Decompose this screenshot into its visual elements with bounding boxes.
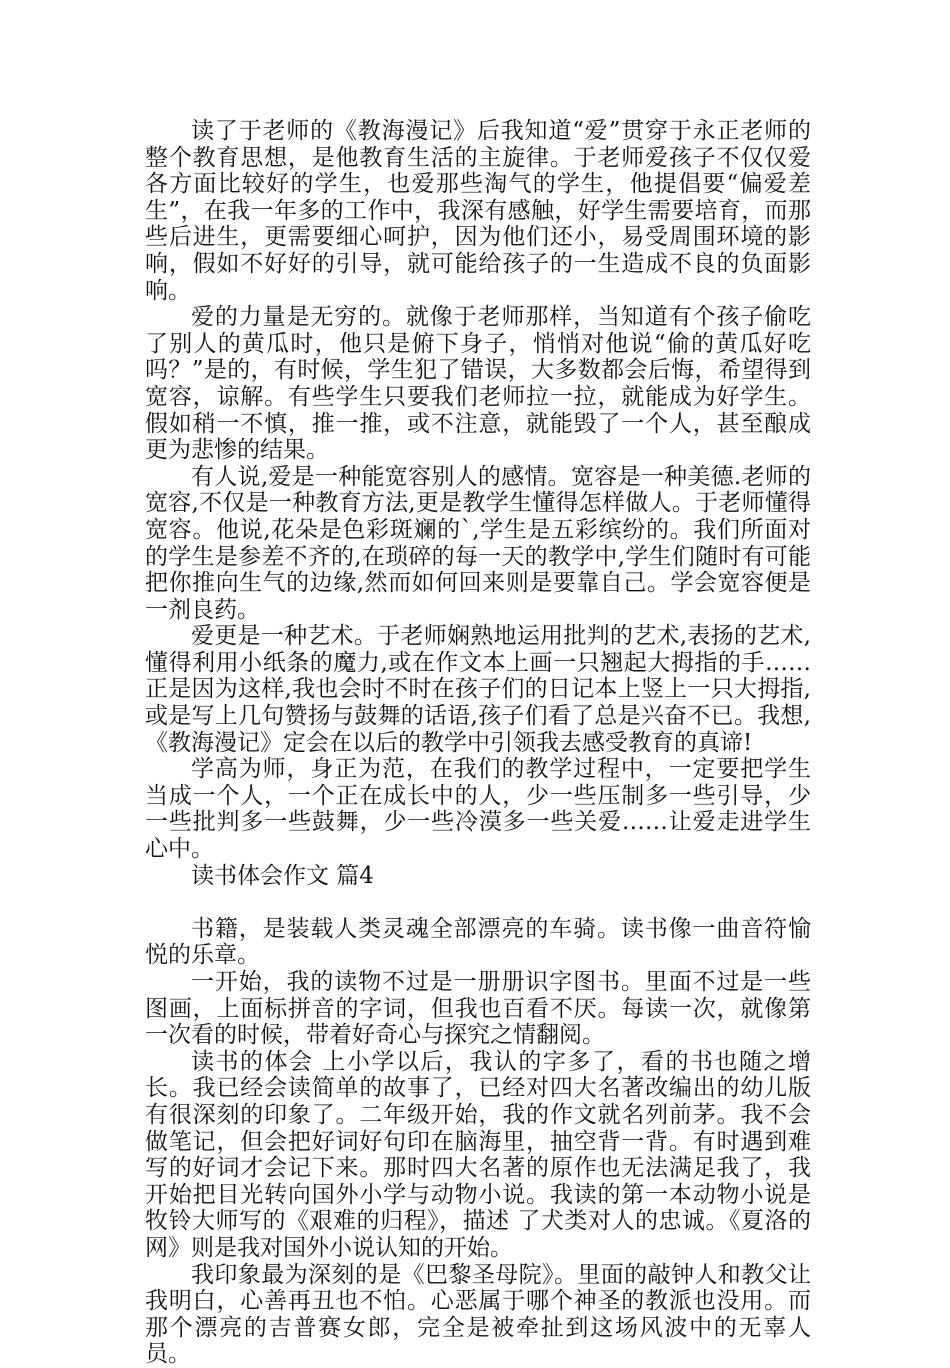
paragraph: 读书的体会 上小学以后，我认的字多了，看的书也随之增长。我已经会读简单的故事了，已经对四大名著改编出的幼儿版有很深刻的印象了。二年级开始，我的作文就名列前茅。我不会做笔记，但会把好词好句印在脑海里，抽空背一背。有时遇到难写的好词才会记下来。那时四大名著的原作也无法满足我了，我开始把目光转向国外小学与动物小说。我读的第一本动物小说是牧铃大师写的《艰难的归程》，描述 了犬类对人的忠诚。《夏洛的网》则是我对国外小说认知的开始。 [145,1048,811,1261]
paragraph: 爱更是一种艺术。于老师娴熟地运用批判的艺术,表扬的艺术,懂得利用小纸条的魔力,或在作文本上画一只翘起大拇指的手……正是因为这样,我也会时不时在孩子们的日记本上竖上一只大拇指,或是写上几句赞扬与鼓舞的话语,孩子们看了总是兴奋不已。我想,《教海漫记》定会在以后的教学中引领我去感受教育的真谛! [145,623,811,756]
paragraph: 爱的力量是无穷的。就像于老师那样，当知道有个孩子偷吃了别人的黄瓜时，他只是俯下身子，悄悄对他说“偷的黄瓜好吃吗？”是的，有时候，学生犯了错误，大多数都会后悔，希望得到宽容，谅解。有些学生只要我们老师拉一拉，就能成为好学生。假如稍一不慎，推一推，或不注意，就能毁了一个人，甚至酿成更为悲惨的结果。 [145,304,811,464]
paragraph: 有人说,爱是一种能宽容别人的感情。宽容是一种美德.老师的宽容,不仅是一种教育方法,更是教学生懂得怎样做人。于老师懂得宽容。他说,花朵是色彩斑斓的`,学生是五彩缤纷的。我们所面对的学生是参差不齐的,在琐碎的每一天的教学中,学生们随时有可能把你推向生气的边缘,然而如何回来则是要靠自己。学会宽容便是一剂良药。 [145,463,811,623]
paragraph: 一开始，我的读物不过是一册册识字图书。里面不过是一些图画，上面标拼音的字词，但我也百看不厌。每读一次，就像第一次看的时候，带着好奇心与探究之情翻阅。 [145,969,811,1049]
paragraph: 学高为师，身正为范，在我们的教学过程中，一定要把学生当成一个人，一个正在成长中的人，少一些压制多一些引导，少一些批判多一些鼓舞，少一些冷漠多一些关爱……让爱走进学生心中。 [145,756,811,863]
paragraph: 读了于老师的《教海漫记》后我知道“爱”贯穿于永正老师的整个教育思想，是他教育生活的主旋律。于老师爱孩子不仅仅爱各方面比较好的学生，也爱那些淘气的学生，他提倡要“偏爱差生”，在我一年多的工作中，我深有感触，好学生需要培育，而那些后进生，更需要细心呵护，因为他们还小，易受周围环境的影响，假如不好好的引导，就可能给孩子的一生造成不良的负面影响。 [145,118,811,304]
section-heading: 读书体会作文 篇4 [191,862,374,889]
paragraph: 我印象最为深刻的是《巴黎圣母院》。里面的敲钟人和教父让我明白，心善再丑也不怕。心恶属于哪个神圣的教派也没用。而那个漂亮的吉普赛女郎，完全是被牵扯到这场风波中的无辜人员。 [145,1261,811,1368]
document-page [145,118,811,1368]
paragraph: 书籍，是装载人类灵魂全部漂亮的车骑。读书像一曲音符愉悦的乐章。 [145,915,811,969]
